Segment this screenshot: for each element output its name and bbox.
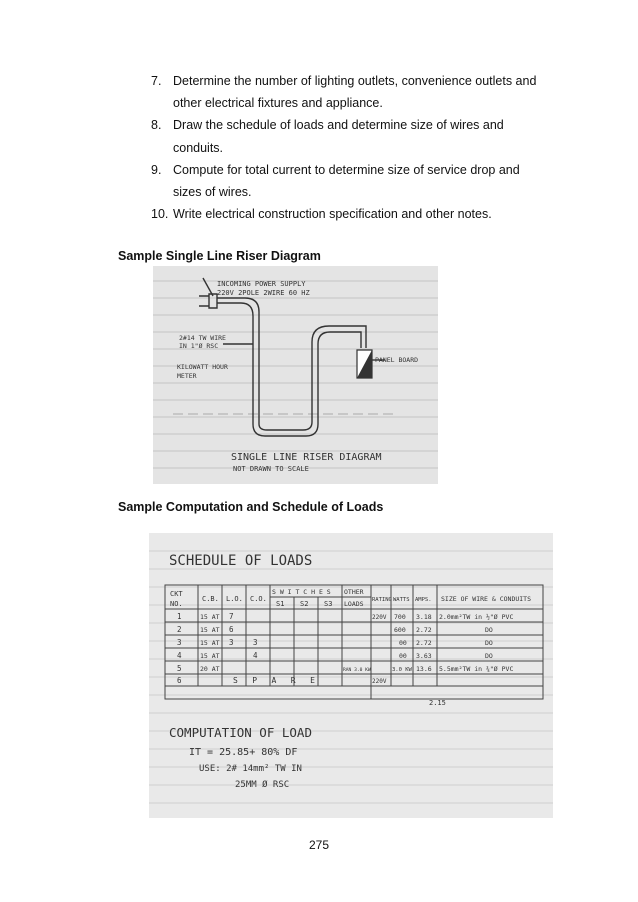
cell: 3.63 — [416, 652, 432, 660]
col-head: S3 — [324, 600, 333, 608]
cell: 2 — [177, 625, 182, 634]
supply-label: 220V 2POLE 2WIRE 60 HZ — [217, 289, 310, 297]
meter-label: METER — [177, 372, 197, 380]
step-text: Draw the schedule of loads and determine size of wires and conduits. — [173, 118, 504, 155]
supply-label: INCOMING POWER SUPPLY — [217, 280, 306, 288]
col-head: CKT — [170, 590, 183, 598]
step-number: 10. — [151, 207, 169, 222]
cell: 20 AT — [200, 665, 220, 673]
computation-line: 25MM Ø RSC — [235, 780, 290, 790]
col-head: RATING — [372, 597, 392, 603]
computation-title: COMPUTATION OF LOAD — [169, 725, 312, 740]
col-head: WATTS — [393, 597, 410, 603]
cell: 2.72 — [416, 639, 432, 647]
cell: 5.5mm²TW in ¾"Ø PVC — [439, 665, 514, 673]
col-head: OTHER — [344, 588, 364, 596]
col-head: NO. — [170, 600, 183, 608]
cell: 4 — [177, 651, 182, 660]
side-note: 2.15 — [429, 699, 446, 707]
cell: 13.6 — [416, 665, 432, 673]
list-item — [151, 114, 551, 158]
riser-diagram — [153, 266, 438, 484]
schedule-title: SCHEDULE OF LOADS — [169, 553, 313, 569]
col-head: C.B. — [202, 595, 219, 603]
wire-label: 2#14 TW WIRE — [179, 334, 226, 342]
cell: 00 — [399, 652, 407, 660]
col-head: S W I T C H E S — [272, 588, 331, 596]
cell: 6 — [229, 625, 234, 634]
list-item — [151, 70, 551, 114]
cell: 15 AT — [200, 652, 220, 660]
step-number: 8. — [151, 118, 162, 133]
cell: DO — [485, 626, 493, 634]
cell: 15 AT — [200, 626, 220, 634]
col-head: L.O. — [226, 595, 243, 603]
cell: 5 — [177, 664, 182, 673]
col-head: LOADS — [344, 600, 364, 608]
meter-label: KILOWATT HOUR — [177, 363, 228, 371]
cell: 15 AT — [200, 639, 220, 647]
list-item — [151, 203, 551, 225]
computation-line: USE: 2# 14mm² TW IN — [199, 764, 302, 774]
cell: 700 — [394, 613, 406, 621]
cell: 1 — [177, 612, 182, 621]
cell: 00 — [399, 639, 407, 647]
cell: 7 — [229, 612, 234, 621]
spare-label: S P A R E — [233, 676, 315, 685]
col-head: S1 — [276, 600, 285, 608]
computation-line: IT = 25.85+ 80% DF — [189, 747, 298, 758]
cell: 600 — [394, 626, 406, 634]
cell: 2.72 — [416, 626, 432, 634]
cell: 220V — [372, 614, 387, 621]
cell: 3.18 — [416, 613, 432, 621]
cell: 3 — [229, 638, 234, 647]
riser-heading: Sample Single Line Riser Diagram — [118, 249, 321, 263]
page-number: 275 — [308, 838, 330, 852]
col-head: SIZE OF WIRE & CONDUITS — [441, 595, 532, 603]
col-head: C.O. — [250, 595, 267, 603]
riser-subtitle: NOT DRAWN TO SCALE — [233, 465, 309, 473]
cell: 220V — [372, 678, 387, 685]
riser-title: SINGLE LINE RISER DIAGRAM — [231, 452, 382, 463]
cell: 3 — [253, 638, 258, 647]
schedule-heading: Sample Computation and Schedule of Loads — [118, 500, 384, 514]
schedule-image — [149, 533, 553, 818]
col-head: S2 — [300, 600, 309, 608]
step-number: 7. — [151, 74, 162, 88]
cell: 2.0mm²TW in ½"Ø PVC — [439, 613, 514, 621]
list-item — [151, 159, 551, 203]
step-text: Write electrical construction specification and other notes. — [173, 207, 492, 222]
cell: 3 — [177, 638, 182, 647]
cell: 15 AT — [200, 613, 220, 621]
cell: DO — [485, 652, 493, 660]
cell: 3.0 KW — [392, 667, 412, 673]
step-text: Determine the number of lighting outlets, convenience outlets and other electrical fixtures and appliance. — [173, 74, 537, 111]
cell: DO — [485, 639, 493, 647]
step-text: Compute for total current to determine size of service drop and sizes of wires. — [173, 162, 520, 200]
steps-list — [151, 70, 551, 225]
cell: 6 — [177, 676, 182, 685]
cell: 4 — [253, 651, 258, 660]
panel-label: PANEL BOARD — [375, 356, 419, 364]
col-head: AMPS. — [415, 597, 432, 603]
step-number: 9. — [151, 162, 162, 177]
wire-label: IN 1"Ø RSC — [179, 342, 219, 350]
cell: RAN 3.0 KW — [343, 668, 371, 673]
